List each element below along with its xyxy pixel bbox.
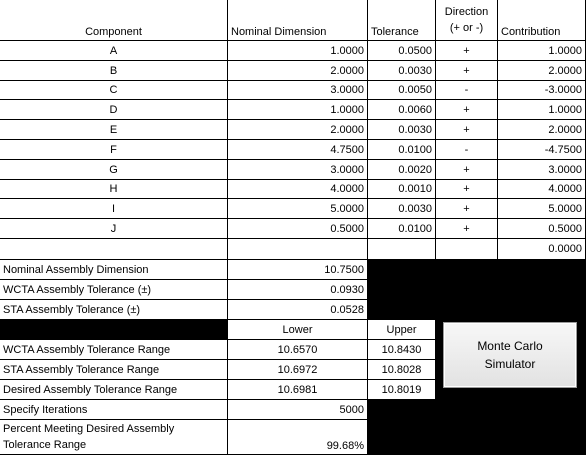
- component-cell: A: [0, 41, 228, 61]
- direction-cell[interactable]: +: [436, 61, 498, 81]
- nominal-dimension-cell[interactable]: 5.0000: [228, 199, 368, 219]
- sta-assembly-tolerance-label: STA Assembly Tolerance (±): [0, 300, 228, 320]
- desired-assembly-tolerance-range-upper[interactable]: 10.8019: [368, 380, 436, 400]
- tolerance-cell[interactable]: 0.0100: [368, 140, 436, 160]
- blank-cell: [368, 239, 436, 260]
- nominal-dimension-cell[interactable]: 0.5000: [228, 219, 368, 239]
- sta-assembly-tolerance-range-lower[interactable]: 10.6972: [228, 360, 368, 380]
- percent-meeting-label: Percent Meeting Desired Assembly Tolerance Range: [0, 420, 228, 455]
- header-component: Component: [0, 0, 228, 41]
- direction-cell[interactable]: +: [436, 41, 498, 61]
- nominal-dimension-cell[interactable]: 1.0000: [228, 100, 368, 120]
- contribution-cell: -3.0000: [498, 81, 586, 100]
- direction-cell[interactable]: +: [436, 199, 498, 219]
- sta-assembly-tolerance-range-upper[interactable]: 10.8028: [368, 360, 436, 380]
- component-cell: D: [0, 100, 228, 120]
- component-cell: J: [0, 219, 228, 239]
- wcta-assembly-tolerance-range-lower[interactable]: 10.6570: [228, 340, 368, 360]
- header-direction-line1: Direction: [444, 6, 489, 18]
- tolerance-cell[interactable]: 0.0500: [368, 41, 436, 61]
- nominal-dimension-cell[interactable]: 2.0000: [228, 120, 368, 140]
- specify-iterations-value[interactable]: 5000: [228, 400, 368, 420]
- nominal-dimension-cell[interactable]: 4.7500: [228, 140, 368, 160]
- desired-assembly-tolerance-range-lower[interactable]: 10.6981: [228, 380, 368, 400]
- nominal-dimension-cell[interactable]: 3.0000: [228, 160, 368, 180]
- header-nominal-dimension: Nominal Dimension: [228, 0, 368, 41]
- header-direction: [436, 0, 498, 41]
- component-cell: I: [0, 199, 228, 219]
- contribution-cell: 4.0000: [498, 180, 586, 199]
- tolerance-cell[interactable]: 0.0020: [368, 160, 436, 180]
- contribution-cell: 2.0000: [498, 61, 586, 81]
- contribution-cell: 2.0000: [498, 120, 586, 140]
- contribution-cell: -4.7500: [498, 140, 586, 160]
- black-fill: [0, 320, 228, 340]
- specify-iterations-label: Specify Iterations: [0, 400, 228, 420]
- component-cell: C: [0, 81, 228, 100]
- nominal-assembly-dimension-value: 10.7500: [228, 260, 368, 280]
- direction-cell[interactable]: -: [436, 140, 498, 160]
- direction-cell[interactable]: -: [436, 81, 498, 100]
- contribution-cell: 5.0000: [498, 199, 586, 219]
- nominal-dimension-cell[interactable]: 3.0000: [228, 81, 368, 100]
- tolerance-cell[interactable]: 0.0060: [368, 100, 436, 120]
- wcta-assembly-tolerance-label: WCTA Assembly Tolerance (±): [0, 280, 228, 300]
- contribution-cell: 1.0000: [498, 41, 586, 61]
- wcta-assembly-tolerance-range-upper[interactable]: 10.8430: [368, 340, 436, 360]
- percent-meeting-value: 99.68%: [228, 420, 368, 455]
- contribution-cell: 1.0000: [498, 100, 586, 120]
- nominal-dimension-cell[interactable]: 1.0000: [228, 41, 368, 61]
- tolerance-cell[interactable]: 0.0010: [368, 180, 436, 199]
- blank-cell: [0, 239, 228, 260]
- tolerance-cell[interactable]: 0.0030: [368, 199, 436, 219]
- blank-cell: [228, 239, 368, 260]
- tolerance-cell[interactable]: 0.0050: [368, 81, 436, 100]
- desired-assembly-tolerance-range-label: Desired Assembly Tolerance Range: [0, 380, 228, 400]
- header-tolerance: Tolerance: [368, 0, 436, 41]
- sta-assembly-tolerance-value: 0.0528: [228, 300, 368, 320]
- header-contribution: Contribution: [498, 0, 586, 41]
- component-cell: G: [0, 160, 228, 180]
- wcta-assembly-tolerance-range-label: WCTA Assembly Tolerance Range: [0, 340, 228, 360]
- black-fill: [368, 400, 436, 455]
- sta-assembly-tolerance-range-label: STA Assembly Tolerance Range: [0, 360, 228, 380]
- direction-cell[interactable]: +: [436, 219, 498, 239]
- contribution-cell: 3.0000: [498, 160, 586, 180]
- blank-cell: [436, 239, 498, 260]
- monte-carlo-simulator-button[interactable]: Monte Carlo Simulator: [443, 322, 577, 388]
- nominal-dimension-cell[interactable]: 2.0000: [228, 61, 368, 81]
- tolerance-cell[interactable]: 0.0030: [368, 61, 436, 81]
- tolerance-cell[interactable]: 0.0100: [368, 219, 436, 239]
- upper-header: Upper: [368, 320, 436, 340]
- component-cell: F: [0, 140, 228, 160]
- component-cell: E: [0, 120, 228, 140]
- contribution-cell: 0.5000: [498, 219, 586, 239]
- nominal-assembly-dimension-label: Nominal Assembly Dimension: [0, 260, 228, 280]
- direction-cell[interactable]: +: [436, 100, 498, 120]
- contribution-total: 0.0000: [498, 239, 586, 260]
- tolerance-cell[interactable]: 0.0030: [368, 120, 436, 140]
- wcta-assembly-tolerance-value: 0.0930: [228, 280, 368, 300]
- component-cell: B: [0, 61, 228, 81]
- direction-cell[interactable]: +: [436, 180, 498, 199]
- black-fill: [368, 260, 586, 320]
- nominal-dimension-cell[interactable]: 4.0000: [228, 180, 368, 199]
- component-cell: H: [0, 180, 228, 199]
- header-direction-line2: (+ or -): [449, 22, 484, 34]
- direction-cell[interactable]: +: [436, 160, 498, 180]
- direction-cell[interactable]: +: [436, 120, 498, 140]
- lower-header: Lower: [228, 320, 368, 340]
